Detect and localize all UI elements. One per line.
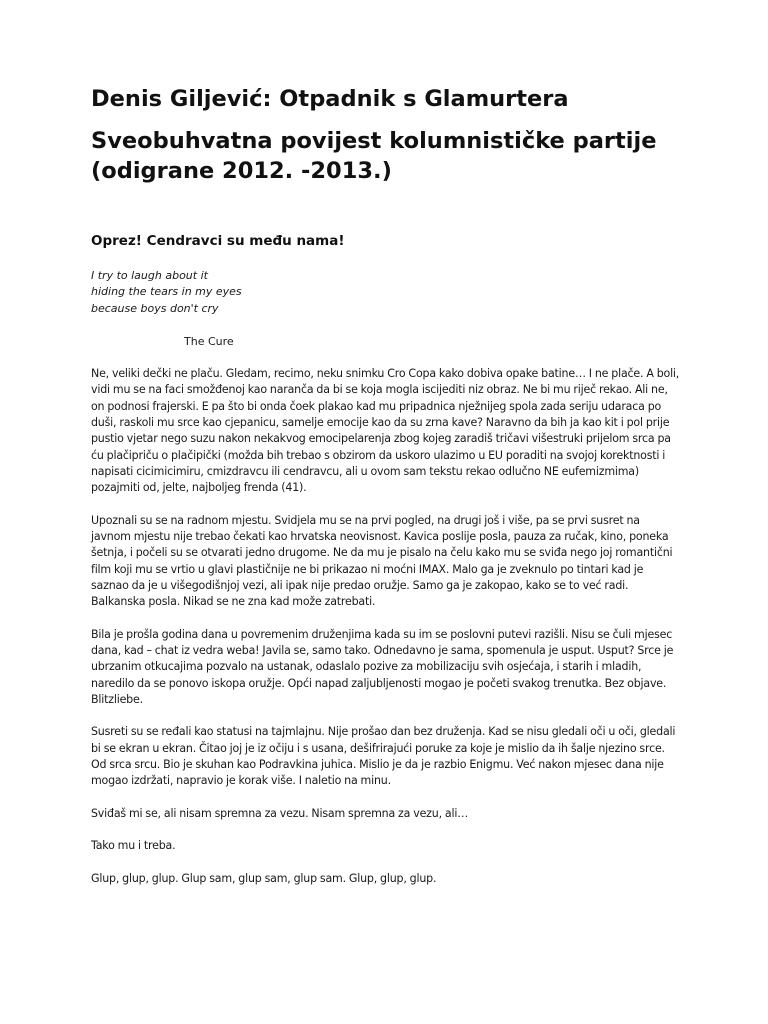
paragraph: Glup, glup, glup. Glup sam, glup sam, glup sam. Glup, glup, glup. [91,871,437,885]
document-title: Denis Giljević: Otpadnik s Glamurtera [91,86,569,112]
epigraph [91,268,681,317]
epigraph-line: I try to laugh about it [91,269,208,282]
paragraph: Sviđaš mi se, ali nisam spremna za vezu. Nisam spremna za vezu, ali… [91,806,469,820]
section-heading: Oprez! Cendravci su među nama! [91,233,345,249]
paragraph: Ne, veliki dečki ne plaču. Gledam, recimo, neku snimku Cro Copa kako dobiva opake batine… I ne plače. A boli, vidi mu se na faci smožđenoj kao naranča da bi se koja mogla iscijediti niz obraz. Ne bi mu riječ rekao. Ali ne, on podnosi frajerski. E pa što bi onda čoek plakao kad mu pripadnica nježnijeg spola zada seriju udaraca po duši, raskoli mu srce kao cjepanicu, samelje emocije kao da su zrna kave? Naravno da bih ja kao kit i pol prije pustio vjetar nego suzu nakon nekakvog emocipelarenja zbog kojeg zaradiš tričavi višestruki prijelom srca pa ću plačipriču o plačipički (možda bih trebao s obzirom da uskoro ulazimo u EU poraditi na svojoj korektnosti i napisati cicimicimiru, cmizdravcu ili cendravcu, ali u ovom sam tekstu rekao odlučno NE eufemizmima) pozajmiti od, jelte, najboljeg frenda (41). [91,367,680,495]
paragraph: Tako mu i treba. [91,839,176,853]
epigraph-line: because boys don't cry [91,301,219,315]
epigraph-attribution: The Cure [184,334,234,348]
paragraph: Upoznali su se na radnom mjestu. Svidjela mu se na prvi pogled, na drugi još i više, pa se prvi susret na javnom mjestu nije trebao čekati kao hrvatska neovisnost. Kavica poslije posla, pauza za ručak, kino, poneka šetnja, i počeli su se otvarati jedno drugome. Ne da mu je pisalo na čelu kako mu se sviđa nego joj romantični film koji mu se vrtio u glavi plastičnije ne bi prikazao ni moćni IMAX. Malo ga je zveknulo po tintari kad je saznao da je u višegodišnjoj vezi, ali ipak nije predao oružje. Samo ga je zakopao, kako se to već radi. Balkanska posla. Nikad se ne zna kad može zatrebati. [91,513,673,609]
document-subtitle: Sveobuhvatna povijest kolumnističke partije (odigrane 2012. -2013.) [91,128,657,184]
epigraph-line: hiding the tears in my eyes [91,285,242,299]
paragraph: Susreti su se ređali kao statusi na tajmlajnu. Nije prošao dan bez druženja. Kad se nisu gledali oči u oči, gledali bi se ekran u ekran. Čitao joj je iz očiju i s usana, dešifrirajući poruke za koje je mislio da ih šalje njezino srce. Od srca srcu. Bio je skuhan kao Podravkina juhica. Mislio je da je razbio Enigmu. Već nakon mjesec dana nije mogao izdržati, napravio je korak više. I naletio na minu. [91,725,676,788]
paragraph: Bila je prošla godina dana u povremenim druženjima kada su im se poslovni putevi razišli. Nisu se čuli mjesec dana, kad – chat iz vedra weba! Javila se, samo tako. Odnedavno je sama, spomenula je usput. Usput? Srce je ubrzanim otkucajima pozvalo na ustanak, odaslalo pozive za mobilizaciju svih osjećaja, i starih i mladih, naredilo da se ponovo iskopa oružje. Opći napad zaljubljenosti mogao je početi svakog trenutka. Bez objave. Blitzliebe. [91,627,674,706]
document-page [91,84,681,903]
